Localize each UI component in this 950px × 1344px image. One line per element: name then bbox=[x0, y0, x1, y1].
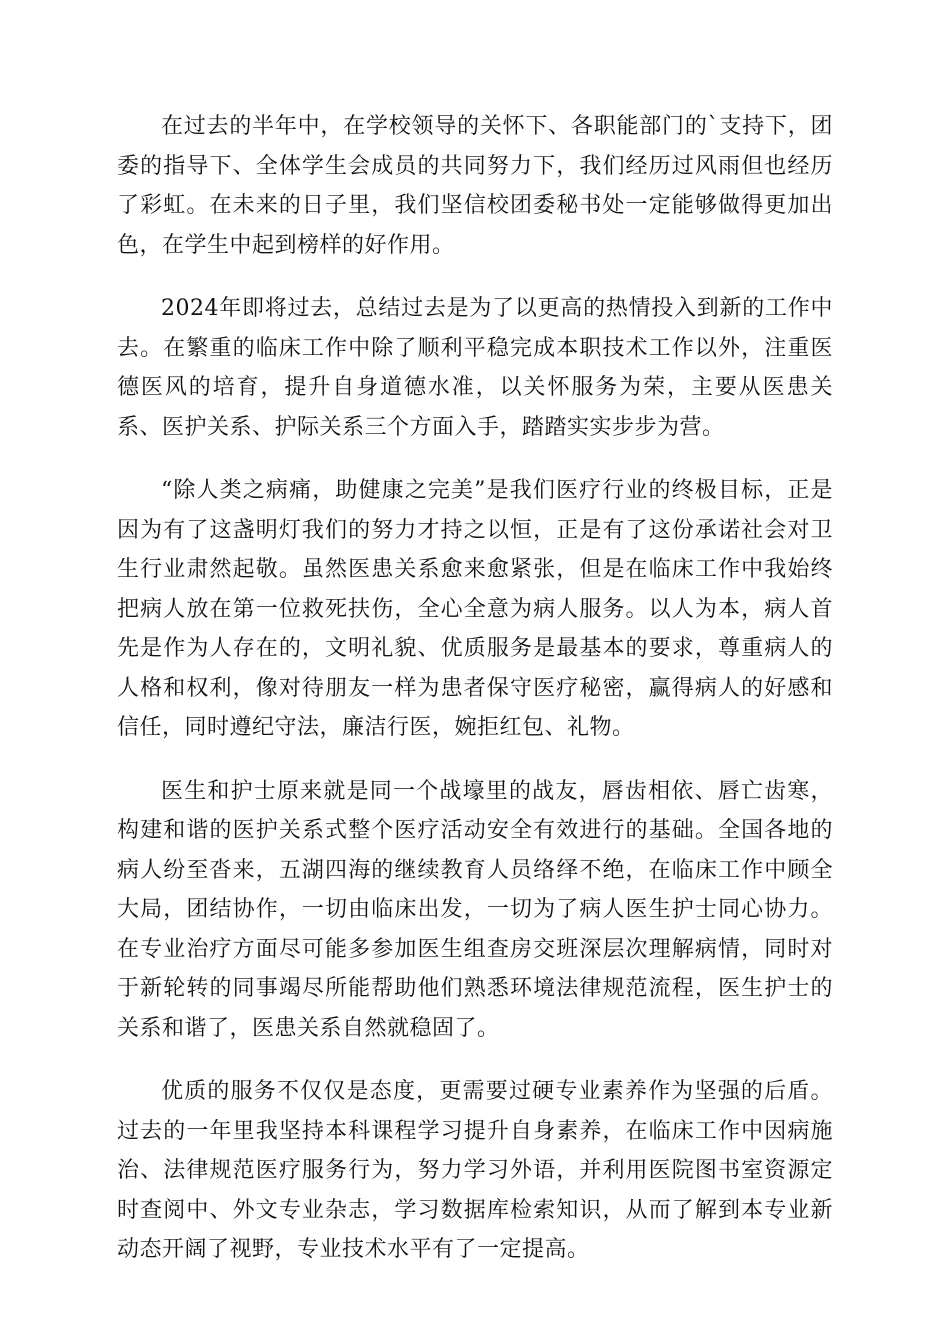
paragraph-5: 优质的服务不仅仅是态度，更需要过硬专业素养作为坚强的后盾。过去的一年里我坚持本科课程学习提升自身素养，在临床工作中因病施治、法律规范医疗服务行为，努力学习外语，并利用医院图书室资源定时查阅中、外文专业杂志，学习数据库检索知识，从而了解到本专业新动态开阔了视野，专业技术水平有了一定提高。 bbox=[117, 1079, 833, 1262]
paragraph-4: 医生和护士原来就是同一个战壕里的战友，唇齿相依、唇亡齿寒，构建和谐的医护关系式整个医疗活动安全有效进行的基础。全国各地的病人纷至沓来，五湖四海的继续教育人员络绎不绝，在临床工作中顾全大局，团结协作，一切由临床出发，一切为了病人医生护士同心协力。在专业治疗方面尽可能多参加医生组查房交班深层次理解病情，同时对于新轮转的同事竭尽所能帮助他们熟悉环境法律规范流程，医生护士的关系和谐了，医患关系自然就稳固了。 bbox=[117, 778, 833, 1041]
paragraph-2: 2024年即将过去，总结过去是为了以更高的热情投入到新的工作中去。在繁重的临床工作中除了顺利平稳完成本职技术工作以外，注重医德医风的培育，提升自身道德水准，以关怀服务为荣，主要从医患关系、医护关系、护际关系三个方面入手，踏踏实实步步为营。 bbox=[117, 296, 833, 440]
paragraph-1: 在过去的半年中，在学校领导的关怀下、各职能部门的`支持下，团委的指导下、全体学生会成员的共同努力下，我们经历过风雨但也经历了彩虹。在未来的日子里，我们坚信校团委秘书处一定能够做得更加出色，在学生中起到榜样的好作用。 bbox=[117, 114, 833, 258]
document-body bbox=[117, 107, 833, 1270]
paragraph-3: “除人类之病痛，助健康之完美”是我们医疗行业的终极目标，正是因为有了这盏明灯我们的努力才持之以恒，正是有了这份承诺社会对卫生行业肃然起敬。虽然医患关系愈来愈紧张，但是在临床工作中我始终把病人放在第一位救死扶伤，全心全意为病人服务。以人为本，病人首先是作为人存在的，文明礼貌、优质服务是最基本的要求，尊重病人的人格和权利，像对待朋友一样为患者保守医疗秘密，赢得病人的好感和信任，同时遵纪守法，廉洁行医，婉拒红包、礼物。 bbox=[117, 478, 833, 740]
